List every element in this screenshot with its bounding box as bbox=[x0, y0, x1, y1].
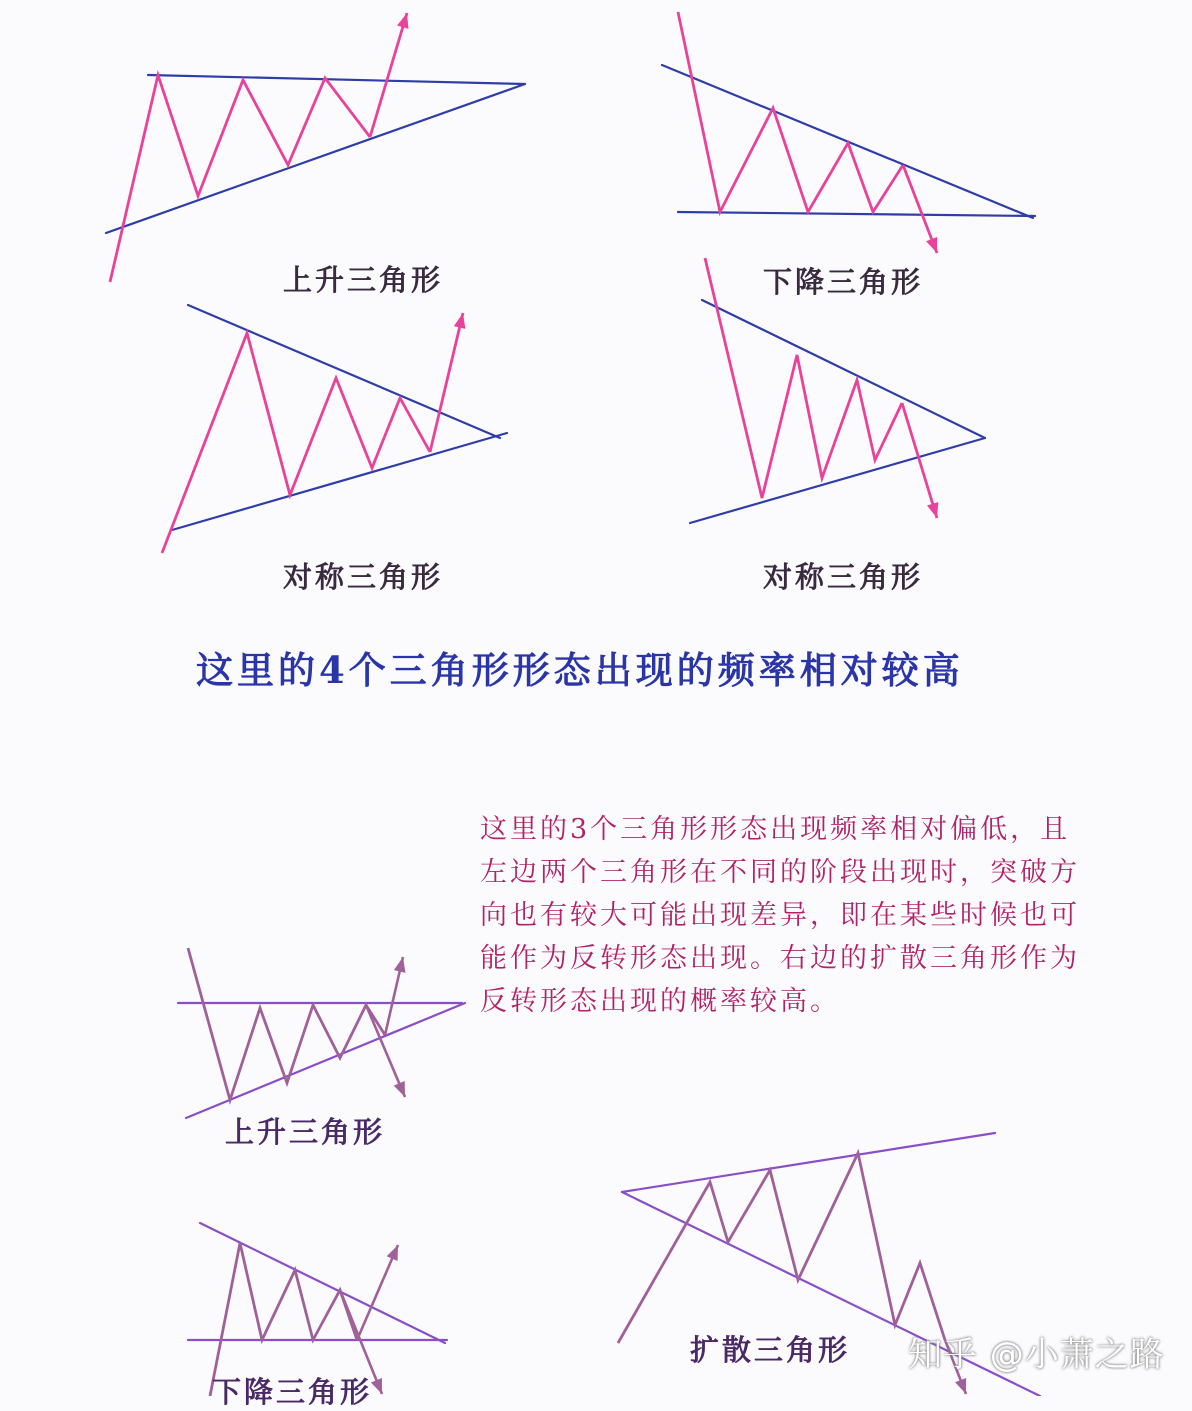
descending-triangle-alt-label: 下降三角形 bbox=[212, 1375, 373, 1409]
descending-triangle-label: 下降三角形 bbox=[763, 265, 924, 299]
upper-trend-line bbox=[622, 1133, 995, 1192]
resistance-line bbox=[148, 75, 525, 84]
watermark: 知乎 @小萧之路 bbox=[908, 1335, 1165, 1375]
upper-trend-line bbox=[188, 305, 500, 438]
breakdown-down-arrow-head bbox=[371, 1378, 382, 1394]
breakdown-down-arrow-head bbox=[927, 502, 938, 518]
ascending-triangle-label: 上升三角形 bbox=[283, 263, 444, 297]
description-line: 反转形态出现的概率较高。 bbox=[480, 986, 840, 1017]
symmetric-triangle-bearish-label: 对称三角形 bbox=[763, 560, 924, 594]
lower-trend-line bbox=[690, 438, 985, 523]
support-line bbox=[186, 1003, 465, 1118]
description-line: 左边两个三角形在不同的阶段出现时，突破方 bbox=[480, 857, 1080, 888]
breakout-up-arrow-head bbox=[387, 1245, 398, 1261]
breakdown-down-arrow-head bbox=[955, 1378, 966, 1394]
lower-trend-line bbox=[172, 433, 507, 530]
breakdown-down-arrow-head bbox=[926, 237, 937, 253]
description-line: 向也有较大可能出现差异，即在某些时候也可 bbox=[480, 900, 1080, 931]
ascending-triangle-alt-label: 上升三角形 bbox=[225, 1115, 386, 1149]
breakdown-down-arrow bbox=[366, 1005, 405, 1097]
price-path bbox=[162, 333, 430, 553]
breakout-up-arrow bbox=[430, 313, 463, 452]
breakout-up-arrow bbox=[357, 1245, 398, 1340]
price-path bbox=[678, 12, 903, 212]
description-line: 能作为反转形态出现。右边的扩散三角形作为 bbox=[480, 943, 1080, 974]
description bbox=[480, 808, 1120, 1023]
broadening-triangle-label: 扩散三角形 bbox=[690, 1333, 851, 1367]
breakout-up-arrow-head bbox=[397, 13, 408, 29]
price-path bbox=[110, 75, 370, 282]
support-line bbox=[678, 212, 1035, 216]
headline: 这里的4个三角形形态出现的频率相对较高 bbox=[196, 648, 964, 692]
description-line: 这里的3个三角形形态出现频率相对偏低，且 bbox=[480, 814, 1071, 845]
breakdown-down-arrow-head bbox=[394, 1081, 405, 1097]
symmetric-triangle-bullish-label: 对称三角形 bbox=[283, 560, 444, 594]
price-path bbox=[618, 1153, 945, 1343]
breakout-up-arrow bbox=[370, 13, 407, 137]
